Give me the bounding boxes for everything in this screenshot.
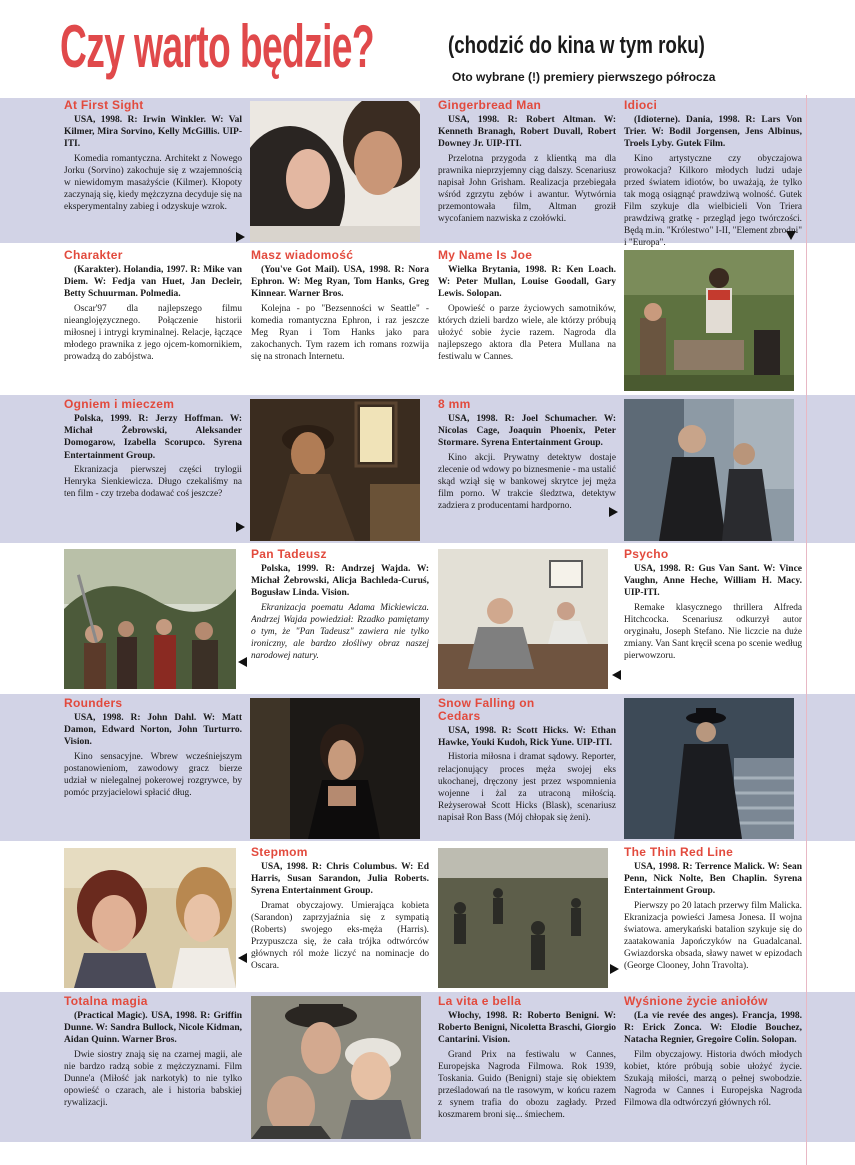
movie-title: Idioci (624, 99, 658, 112)
arrow-left-icon (238, 657, 247, 667)
movie-description: Opowieść o parze życiowych samotników, których dzieli bardzo wiele, ale którzy próbują ułożyć sobie życie razem. Nagroda dla najlepszego aktora dla Petera Mullana na festiwalu w Cannes. (438, 303, 616, 362)
movie-entry (438, 995, 616, 1121)
movie-credits: USA, 1998. R: Irwin Winkler. W: Val Kilmer, Mira Sorvino, Kelly McGillis. UIP-ITI. (64, 115, 242, 150)
movie-still-stepmom (64, 848, 236, 988)
movie-title: The Thin Red Line (624, 846, 734, 859)
arrow-left-icon (238, 953, 247, 963)
movie-title: 8 mm (438, 398, 471, 411)
movie-still-ogniem-i-mieczem (250, 399, 420, 541)
movie-title: Masz wiadomość (251, 249, 354, 262)
arrow-down-icon (786, 231, 796, 240)
movie-credits: (You've Got Mail). USA, 1998. R: Nora Ephron. W: Meg Ryan, Tom Hanks, Greg Kinnear. Warner Bros. (251, 265, 429, 300)
movie-entry (624, 548, 802, 662)
movie-credits: USA, 1998. R: Robert Altman. W: Kenneth Branagh, Robert Duvall, Robert Downey Jr. UIP-ITI. (438, 115, 616, 150)
movie-description: Kino artystyczne czy obyczajowa prowokacja? Kilkoro młodych ludzi udaje przed światem idiotów, bo uważają, że tylko tak mogą osiągnąć prawdziwą wolność. Gutek Film szykuje dla wielbicieli Von Triera prawdziwą gratkę - przegląd jego twórczości. Będą m.in. "Królestwo" I-II, "Element zbrodni" i "Europa". (624, 153, 802, 249)
page-tagline: Oto wybrane (!) premiery pierwszego półrocza (452, 70, 716, 84)
movie-credits: (La vie revée des anges). Francja, 1998. R: Erick Zonca. W: Elodie Bouchez, Natacha Regnier, Gregoire Colin. Solopan. (624, 1011, 802, 1046)
movie-still-la-vita-e-bella (251, 996, 421, 1139)
movie-credits: USA, 1998. R: Gus Van Sant. W: Vince Vaughn, Anne Heche, William H. Macy. UIP-ITI. (624, 564, 802, 599)
movie-entry (251, 846, 429, 972)
movie-entry (438, 697, 616, 824)
movie-still-rounders (250, 698, 420, 839)
movie-description: Przelotna przygoda z klientką ma dla prawnika nieprzyjemny ciąg dalszy. Scenariusz napisał John Grisham. Realizacja przebiegała wśród zgrzytu zębów i awantur. Wytwórnia przemontowała film, Altman groził wycofaniem nazwiska z czołówki. (438, 153, 616, 225)
movie-credits: Polska, 1999. R: Andrzej Wajda. W: Michał Żebrowski, Alicja Bachleda-Curuś, Bogusław Linda. Vision. (251, 564, 429, 599)
movie-description: Film obyczajowy. Historia dwóch młodych kobiet, które próbują sobie ułożyć życie. Szukają miłości, marzą o pełnej swobodzie. Nagroda w Cannes i Europejska Nagroda Filmowa dla odtwórczyń głównych ról. (624, 1049, 802, 1108)
movie-description: Ekranizacja pierwszej części trylogii Henryka Sienkiewicza. Długo czekaliśmy na ten film - czy trzeba dodawać coś jeszcze? (64, 464, 242, 499)
movie-entry (251, 249, 429, 363)
movie-credits: Wielka Brytania, 1998. R: Ken Loach. W: Peter Mullan, Louise Goodall, Gary Lewis. Solopan. (438, 265, 616, 300)
movie-description: Kino sensacyjne. Wbrew wcześniejszym postanowieniom, zawodowy gracz bierze udział w nielegalnej pokerowej rozgrywce, by pomóc przyjacielowi spłacić dług. (64, 751, 242, 798)
movie-description: Komedia romantyczna. Architekt z Nowego Jorku (Sorvino) zakochuje się z wzajemnością w niewidomym masażyście (Kilmer). Kłopoty zaczynają się, kiedy mężczyzna decyduje się na eksperymentalny zabieg i odzyskuje wzrok. (64, 153, 242, 212)
movie-entry (624, 99, 802, 249)
movie-description: Oscar'97 dla najlepszego filmu nieanglojęzycznego. Połączenie historii miłosnej i intrygi kryminalnej. Relacje, łączące młodego prawnika z jego ojcem-komornikiem, prowadzą do zabójstwa. (64, 303, 242, 362)
movie-credits: USA, 1998. R: John Dahl. W: Matt Damon, Edward Norton, John Turturro. Vision. (64, 713, 242, 748)
movie-entry (624, 995, 802, 1109)
arrow-right-icon (609, 507, 618, 517)
movie-title: Snow Falling on Cedars (438, 697, 535, 723)
movie-description: Pierwszy po 20 latach przerwy film Malicka. Ekranizacja powieści Jamesa Jonesa. II wojna światowa. amerykański batalion szykuje się do zaatakowania Japończyków na Guadalcanal. Gwiazdorska obsada, sławy nawet w epizodach (George Clooney, John Travolta). (624, 900, 802, 972)
movie-title: Gingerbread Man (438, 99, 542, 112)
movie-entry (251, 548, 429, 662)
movie-title: Stepmom (251, 846, 308, 859)
movie-credits: Polska, 1999. R: Jerzy Hoffman. W: Michał Żebrowski, Aleksander Domogarow, Izabella Scorupco. Syrena Entertainment Group. (64, 414, 242, 461)
movie-entry (64, 398, 242, 500)
movie-description: Kolejna - po "Bezsenności w Seattle" - komedia romantyczna Ephron, i raz jeszcze Meg Ryan i Tom Hanks jako para zakochanych. Tym razem ich romans rozwija się na stronach Internetu. (251, 303, 429, 362)
movie-credits: (Idioterne). Dania, 1998. R: Lars Von Trier. W: Bodil Jorgensen, Jens Albinus, Troels Lyby. Gutek Film. (624, 115, 802, 150)
movie-entry (438, 99, 616, 225)
arrow-right-icon (610, 964, 619, 974)
arrow-right-icon (236, 522, 245, 532)
movie-credits: (Practical Magic). USA, 1998. R: Griffin Dunne. W: Sandra Bullock, Nicole Kidman, Aidan Quinn. Warner Bros. (64, 1011, 242, 1046)
movie-title: Ogniem i mieczem (64, 398, 175, 411)
movie-description: Dramat obyczajowy. Umierająca kobieta (Sarandon) zaprzyjaźnia się z sympatią (Roberts) swojego eks-męża (Harris). Przypuszcza się, że cała trójka odtwórców głównych ról może liczyć na nominacje do Oscara. (251, 900, 429, 972)
movie-credits: USA, 1998. R: Scott Hicks. W: Ethan Hawke, Youki Kudoh, Rick Yune. UIP-ITI. (438, 726, 616, 749)
arrow-right-icon (236, 232, 245, 242)
movie-entry (64, 697, 242, 799)
movie-entry (64, 99, 242, 213)
divider (806, 95, 807, 1165)
movie-title: La vita e bella (438, 995, 522, 1008)
movie-title: At First Sight (64, 99, 144, 112)
movie-description: Grand Prix na festiwalu w Cannes, Europejska Nagroda Filmowa. Rok 1939, Toskania. Guido (Benigni) staje się obiektem prześladowań na tle rasowym, w końcu razem z synem trafia do obozu zagłady. Przed koszmarem broni się... śmiechem. (438, 1049, 616, 1121)
movie-title: Pan Tadeusz (251, 548, 327, 561)
movie-credits: USA, 1998. R: Joel Schumacher. W: Nicolas Cage, Joaquin Phoenix, Peter Stormare. Syrena Entertainment Group. (438, 414, 616, 449)
movie-still-snow-falling-on-cedars (624, 698, 794, 839)
movie-title: Psycho (624, 548, 669, 561)
movie-still-8mm (624, 399, 794, 541)
movie-description: Ekranizacja poematu Adama Mickiewicza. Andrzej Wajda powiedział: Rzadko pamiętamy o tym, że "Pan Tadeusz" zawiera nie tylko ironiczny, ale bardzo złośliwy obraz naszej narodowej natury. (251, 602, 429, 661)
movie-title: Rounders (64, 697, 123, 710)
movie-title: My Name Is Joe (438, 249, 533, 262)
movie-credits: USA, 1998. R: Terrence Malick. W: Sean Penn, Nick Nolte, Ben Chaplin. Syrena Entertainment Group. (624, 862, 802, 897)
movie-entry (438, 249, 616, 363)
movie-credits: (Karakter). Holandia, 1997. R: Mike van Diem. W: Fedja van Huet, Jan Decleir, Betty Schuurman. Polmedia. (64, 265, 242, 300)
movie-still-pan-tadeusz (64, 549, 236, 689)
movie-credits: USA, 1998. R: Chris Columbus. W: Ed Harris, Susan Sarandon, Julia Roberts. Syrena Entertainment Group. (251, 862, 429, 897)
movie-entry (64, 995, 242, 1109)
arrow-left-icon (612, 670, 621, 680)
movie-description: Historia miłosna i dramat sądowy. Reporter, relacjonujący proces męża swojej eks ukochanej, dręczony jest przez wspomnienia wojenne i żal za utraconą miłością. Reżyserował Scott Hicks (Blask), scenariusz napisał Ron Bass (Mój chłopak się żeni). (438, 752, 616, 823)
movie-credits: Włochy, 1998. R: Roberto Benigni. W: Roberto Benigni, Nicoletta Braschi, Giorgio Cantarini. Vision. (438, 1011, 616, 1046)
movie-entry (438, 398, 616, 512)
movie-title: Charakter (64, 249, 123, 262)
movie-description: Remake klasycznego thrillera Alfreda Hitchcocka. Scenariusz odkurzył autor oryginału, Joseph Stefano. Nie liczcie na duże zmiany. Van Sant kręcił scena po scenie według pierwowzoru. (624, 602, 802, 661)
movie-still-my-name-is-joe (624, 250, 794, 391)
movie-description: Kino akcji. Prywatny detektyw dostaje zlecenie od wdowy po biznesmenie - ma ustalić skąd wziął się w bankowej skrytce jej męża film porno. W trakcie śledztwa, detektyw zadziera z producentami hardporno. (438, 452, 616, 511)
movie-entry (64, 249, 242, 363)
movie-still-psycho (438, 549, 608, 689)
page-header (0, 0, 855, 98)
movie-still-the-thin-red-line (438, 848, 608, 988)
movie-entry (624, 846, 802, 972)
movie-title: Wyśnione życie aniołów (624, 995, 768, 1008)
page-subtitle: (chodzić do kina w tym roku) (448, 32, 705, 59)
movie-still-at-first-sight (250, 101, 420, 242)
movie-description: Dwie siostry znają się na czarnej magii, ale nie bardzo radzą sobie z mężczyznami. Film Dunne'a (Miłość jak narkotyk) to nie tylko opowieść o czarach, ale i historia babskiej rywalizacji. (64, 1049, 242, 1108)
page-title: Czy warto będzie? (60, 13, 374, 80)
movie-title: Totalna magia (64, 995, 148, 1008)
